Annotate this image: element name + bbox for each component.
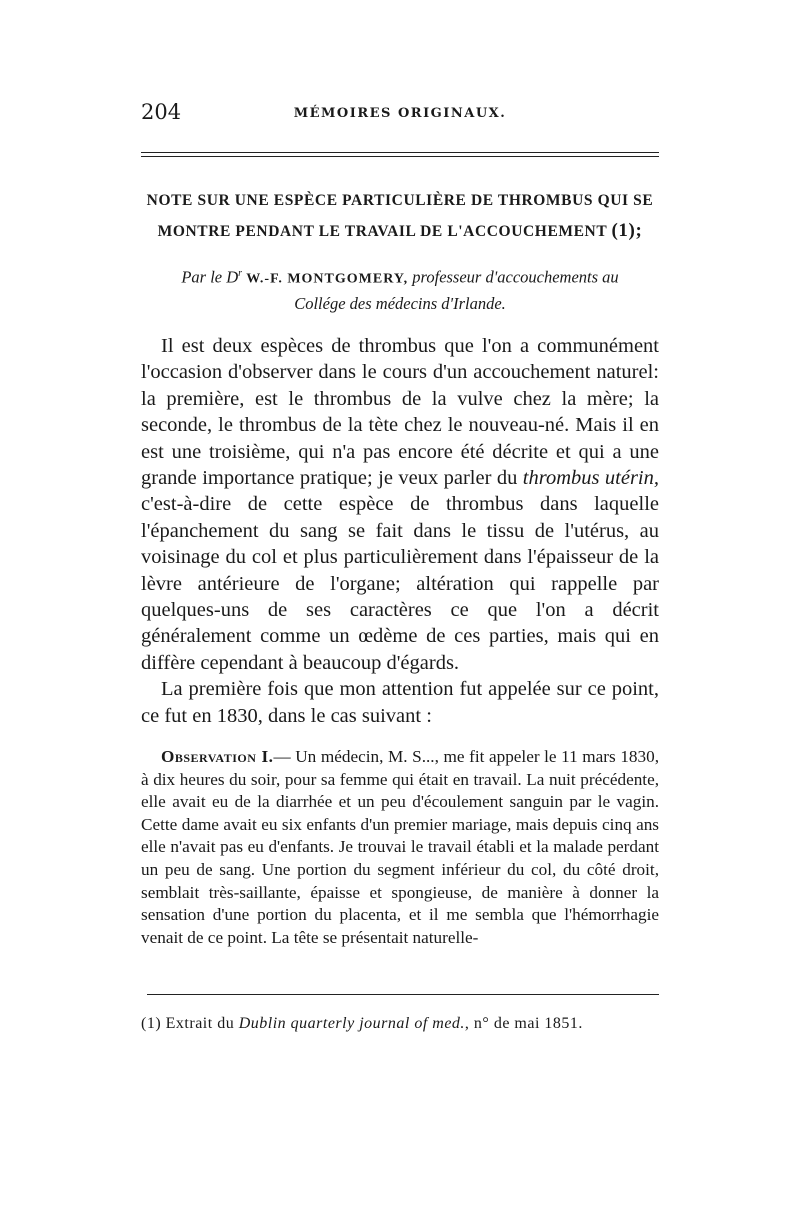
italic-term: thrombus utérin, (522, 467, 659, 490)
paragraph-2: La première fois que mon attention fut appelée sur ce point, ce fut en 1830, dans le cas suivant : (141, 678, 659, 727)
article-body (141, 333, 659, 729)
footnote-reference: (1); (611, 220, 643, 241)
author-affiliation: Collége des médecins d'Irlande. (294, 293, 506, 313)
footnote-rule (147, 994, 659, 995)
page-number: 204 (141, 100, 182, 124)
header-rule-bottom (141, 156, 659, 157)
observation-label: Observation I. (161, 747, 274, 766)
title-line-2: MONTRE PENDANT LE TRAVAIL DE L'ACCOUCHEMENT (1); (157, 220, 643, 241)
article-title (141, 186, 659, 247)
header-rule-top (141, 152, 659, 153)
footnote: (1) Extrait du Dublin quarterly journal of med., n° de mai 1851. (141, 1015, 583, 1032)
paragraph-1: Il est deux espèces de thrombus que l'on a communément l'occasion d'observer dans le cours d'un accouchement naturel: la première, est le thrombus de la vulve chez la mère; la seconde, le thrombus de la tète chez le nouveau-né. Mais il en est une troisième, qui n'a pas encore été décrite et qui a une grande importance pratique; je veux parler du thrombus utérin, c'est-à-dire de cette espèce de thrombus dans laquelle l'épanchement du sang se fait dans le tissu de l'utérus, au voisinage du col et plus particulièrement dans l'épaisseur de la lèvre antérieure de l'organe; altération qui rappelle par quelques-uns de ses caractères ce que l'on a décrit généralement comme un œdème de ces parties, mais qui en diffère cependant à beaucoup d'égards. (141, 335, 659, 674)
page-header (141, 100, 659, 130)
title-line-1: NOTE SUR UNE ESPÈCE PARTICULIÈRE DE THROMBUS QUI SE (146, 192, 654, 209)
author-name: W.-F. MONTGOMERY, (246, 271, 409, 287)
journal-title: Dublin quarterly journal of med. (238, 1015, 465, 1032)
observation-section: Observation I.— Un médecin, M. S..., me fit appeler le 11 mars 1830, à dix heures du soir, pour sa femme qui était en travail. La nuit précédente, elle avait eu de la diarrhée et un peu d'écoulement sanguin par le vagin. Cette dame avait eu six enfants d'un premier mariage, mais depuis cinq ans elle n'avait pas eu d'enfants. Je trouvai le travail établi et la malade perdant un peu de sang. Une portion du segment inférieur du col, du côté droit, semblait très-saillante, épaisse et spongieuse, de manière à donner la sensation d'une portion du placenta, et il me sembla que l'hémorrhagie venait de ce point. La tête se présentait naturelle- (141, 747, 659, 947)
author-byline: Par le $D^r$ W.-F. MONTGOMERY, professeur d'accouchements au Collége des médecins d'Irlande. (141, 262, 659, 316)
observation-text: Un médecin, M. S..., me fit appeler le 11 mars 1830, à dix heures du soir, pour sa femme qui était en travail. La nuit précédente, elle avait eu de la diarrhée et un peu d'écoulement sanguin par le vagin. Cette dame avait eu six enfants d'un premier mariage, mais depuis cinq ans elle n'avait pas eu d'enfants. Je trouvai le travail établi et la malade perdant un peu de sang. Une portion du segment inférieur du col, du côté droit, semblait très-saillante, épaisse et spongieuse, de manière à donner la sensation d'une portion du placenta, et il me sembla que l'hémorrhagie venait de ce point. La tête se présentait naturelle- (141, 747, 659, 947)
running-head: MÉMOIRES ORIGINAUX. (293, 106, 507, 121)
